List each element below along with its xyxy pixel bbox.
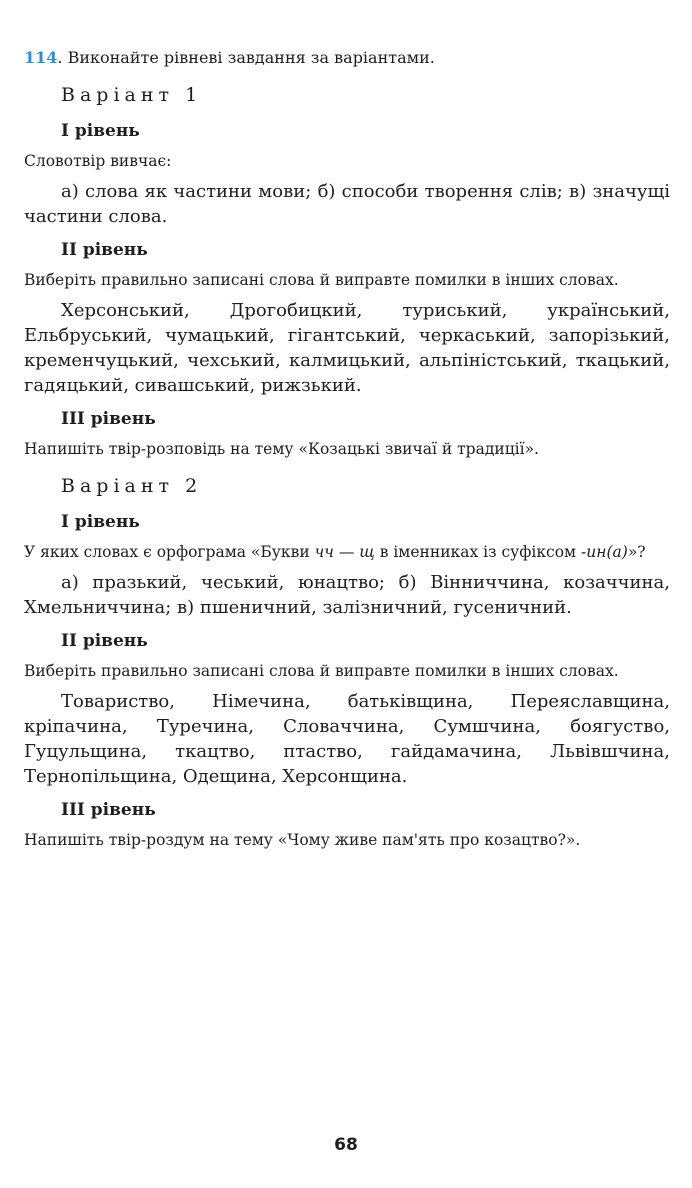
variant-2-level-1-instruction <box>24 541 670 564</box>
instruction-letter-shch: щ <box>359 543 375 561</box>
task-number: 114 <box>24 48 58 67</box>
variant-2-title: Варіант 2 <box>61 475 203 497</box>
variant-1-title: Варіант 1 <box>61 84 203 106</box>
instruction-text-part-4: »? <box>627 543 646 561</box>
variant-2-level-2-label: II рівень <box>61 631 148 651</box>
instruction-text-part-3: в іменниках із суфіксом <box>374 543 582 561</box>
variant-2-level-1-label: І рівень <box>61 512 140 532</box>
variant-2-level-1-options: а) празький, чеський, юнацтво; б) Вінниччина, козаччина, Хмельниччина; в) пшеничний, залізничний, гусеничний. <box>24 572 670 618</box>
variant-1 <box>24 80 670 461</box>
variant-2-level-2-words: Товариство, Німечина, батьківщина, Переяславщина, кріпачина, Туречина, Словаччина, Сумшчина, боягуство, Гуцульщина, ткацтво, птаство, гайдамачина, Львівшчина, Тернопільщина, Одещина, Херсонщина. <box>24 691 670 787</box>
page-number: 68 <box>334 1135 358 1155</box>
variant-1-level-1-label: І рівень <box>61 121 140 141</box>
variant-1-level-1-instruction: Словотвір вивчає: <box>24 152 172 170</box>
variant-1-level-2-label: II рівень <box>61 240 148 260</box>
instruction-text-part-2: — <box>333 543 360 561</box>
variant-1-level-1-options: а) слова як частини мови; б) способи творення слів; в) значущі частини слова. <box>24 181 670 227</box>
variant-1-level-2-instruction: Виберіть правильно записані слова й виправте помилки в інших словах. <box>24 271 619 289</box>
variant-2 <box>24 471 670 852</box>
variant-2-level-2-instruction: Виберіть правильно записані слова й виправте помилки в інших словах. <box>24 662 619 680</box>
instruction-suffix: -ин(а) <box>581 543 628 561</box>
variant-1-level-3-label: III рівень <box>61 409 156 429</box>
task-text: . Виконайте рівневі завдання за варіантами. <box>57 48 435 67</box>
variant-2-level-3-instruction: Напишіть твір-роздум на тему «Чому живе пам'ять про козацтво?». <box>24 831 581 849</box>
task-header <box>24 46 670 70</box>
variant-2-level-3-label: III рівень <box>61 800 156 820</box>
variant-1-level-3-instruction: Напишіть твір-розповідь на тему «Козацькі звичаї й традиції». <box>24 440 539 458</box>
instruction-letters-chch: чч <box>314 543 334 561</box>
instruction-text-part-1: У яких словах є орфограма «Букви <box>24 543 315 561</box>
page-content <box>24 46 670 852</box>
variant-1-level-2-words: Херсонський, Дрогобицкий, туриський, український, Ельбруський, чумацький, гігантський, черкаський, запорізький, кременчуцький, чехський, калмицький, альпіністський, ткацький, гадяцький, сивашський, рижзький. <box>24 300 670 396</box>
